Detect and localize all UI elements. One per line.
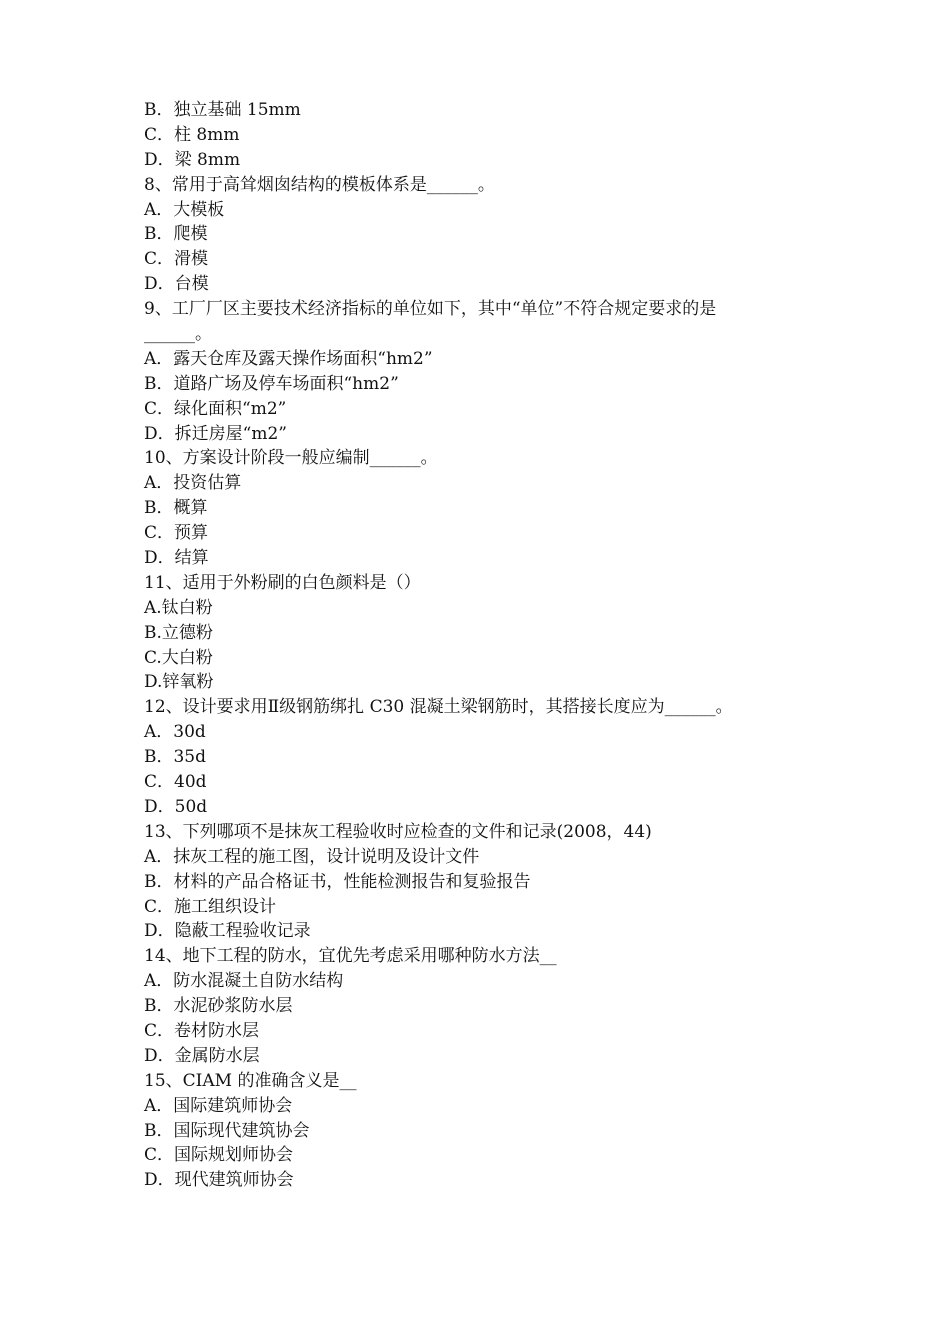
answer-option: D．隐蔽工程验收记录	[144, 921, 311, 942]
answer-option: C．40d	[144, 772, 207, 793]
answer-option: B．水泥砂浆防水层	[144, 996, 293, 1017]
answer-option: A．30d	[144, 722, 206, 743]
answer-option: D．台模	[144, 274, 209, 295]
answer-option: C．柱 8mm	[144, 124, 240, 145]
answer-option: D．50d	[144, 796, 208, 817]
answer-option: B．独立基础 15mm	[144, 100, 301, 120]
answer-option: D．现代建筑师协会	[144, 1170, 294, 1191]
answer-option: C.大白粉	[144, 647, 213, 668]
answer-option: B．概算	[144, 498, 208, 519]
answer-option: D．梁 8mm	[144, 149, 241, 170]
answer-option: B.立德粉	[144, 622, 213, 643]
answer-option: B．材料的产品合格证书，性能检测报告和复验报告	[144, 871, 531, 892]
answer-option: A．国际建筑师协会	[144, 1095, 293, 1116]
question-text: 14、地下工程的防水，宜优先考虑采用哪种防水方法__	[144, 946, 557, 967]
answer-option: C．卷材防水层	[144, 1020, 260, 1041]
answer-option: A．大模板	[144, 199, 225, 220]
answer-option: C．施工组织设计	[144, 896, 277, 917]
answer-option: A．防水混凝土自防水结构	[144, 971, 344, 992]
question-text: 9、工厂厂区主要技术经济指标的单位如下，其中“单位”不符合规定要求的是	[144, 299, 717, 320]
question-text: 10、方案设计阶段一般应编制______。	[144, 448, 438, 469]
answer-option: A．投资估算	[144, 473, 242, 494]
question-text: 13、下列哪项不是抹灰工程验收时应检查的文件和记录(2008，44)	[144, 821, 652, 842]
answer-option: D.锌氧粉	[144, 672, 214, 693]
answer-option: D．金属防水层	[144, 1045, 260, 1066]
answer-option: A．抹灰工程的施工图，设计说明及设计文件	[144, 846, 480, 867]
question-text: 8、常用于高耸烟囱结构的模板体系是______。	[144, 174, 495, 195]
answer-option: D．结算	[144, 548, 209, 569]
question-text: 15、CIAM 的准确含义是__	[144, 1070, 357, 1091]
question-text: ______。	[144, 324, 212, 345]
answer-option: C．预算	[144, 523, 209, 544]
answer-option: A．露天仓库及露天操作场面积“hm2”	[144, 348, 433, 369]
answer-option: B．爬模	[144, 224, 208, 245]
document-page	[144, 98, 824, 1193]
answer-option: C．国际规划师协会	[144, 1145, 294, 1166]
answer-option: B．道路广场及停车场面积“hm2”	[144, 373, 399, 394]
answer-option: B．国际现代建筑协会	[144, 1120, 310, 1141]
question-text: 11、适用于外粉刷的白色颜料是（）	[144, 572, 421, 593]
answer-option: D．拆迁房屋“m2”	[144, 423, 287, 444]
answer-option: A.钛白粉	[144, 597, 213, 618]
answer-option: B．35d	[144, 747, 207, 768]
answer-option: C．绿化面积“m2”	[144, 398, 287, 419]
question-text: 12、设计要求用Ⅱ级钢筋绑扎 C30 混凝土梁钢筋时，其搭接长度应为______。	[144, 697, 733, 718]
answer-option: C．滑模	[144, 249, 209, 270]
